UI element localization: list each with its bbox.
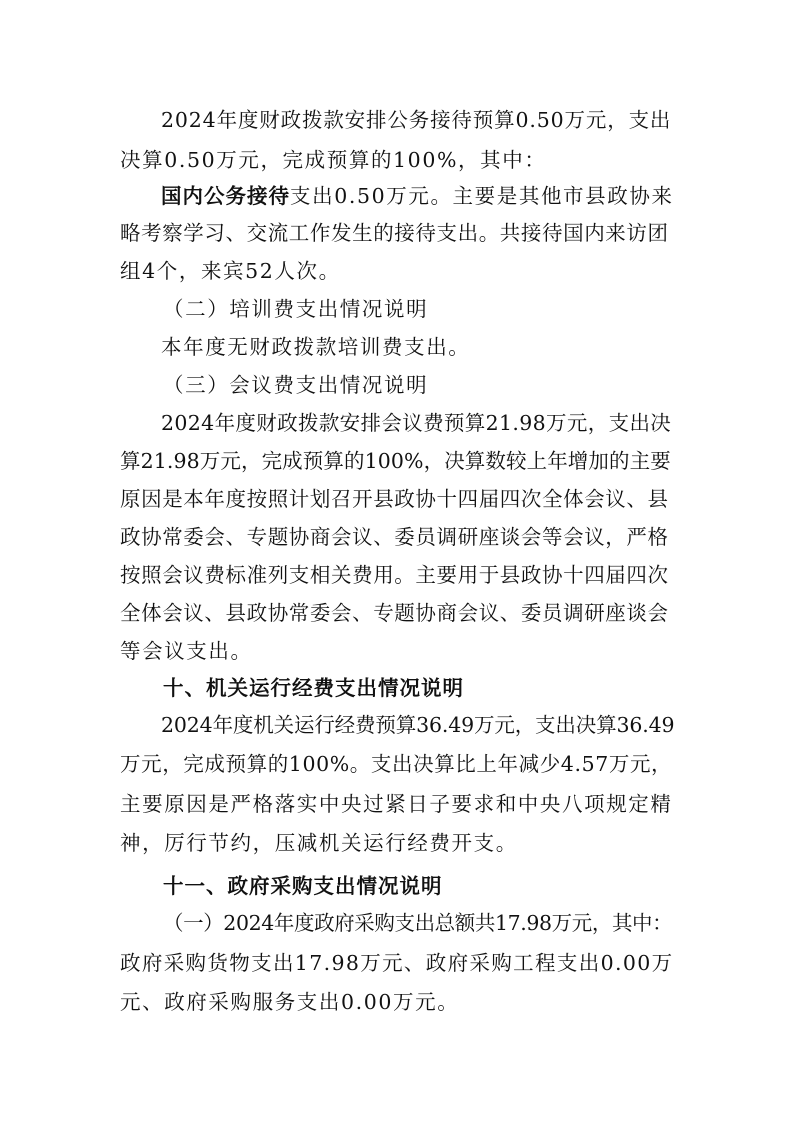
paragraph-line: 按照会议费标准列支相关费用。主要用于县政协十四届四次 (120, 563, 669, 587)
paragraph-line: （一）2024年度政府采购支出总额共17.98万元，其中： (163, 911, 673, 935)
paragraph-line: 全体会议、县政协常委会、专题协商会议、委员调研座谈会 (120, 601, 669, 625)
paragraph-line: 政协常委会、专题协商会议、委员调研座谈会等会议，严格 (120, 525, 669, 549)
paragraph-line: 主要原因是严格落实中央过紧日子要求和中央八项规定精 (120, 792, 673, 816)
section-heading: 十、机关运行经费支出情况说明 (163, 676, 464, 700)
paragraph-line: 本年度无财政拨款培训费支出。 (161, 335, 471, 359)
section-subheading: （三）会议费支出情况说明 (163, 373, 429, 397)
paragraph-line: 神，厉行节约，压减机关运行经费开支。 (120, 831, 518, 855)
paragraph-line: 组4个，来宾52人次。 (120, 259, 341, 283)
paragraph-line: 决算0.50万元，完成预算的100%，其中： (120, 148, 547, 172)
section-subheading: （二）培训费支出情况说明 (163, 297, 429, 321)
paragraph-line: 元、政府采购服务支出0.00万元。 (120, 990, 460, 1014)
paragraph-line (161, 183, 674, 209)
paragraph-line: 等会议支出。 (120, 639, 253, 663)
paragraph-line: 算21.98万元，完成预算的100%，决算数较上年增加的主要 (120, 449, 671, 473)
paragraph-line: 万元，完成预算的100%。支出决算比上年减少4.57万元， (120, 752, 673, 776)
section-heading: 十一、政府采购支出情况说明 (163, 874, 443, 898)
bold-lead-text: 国内公务接待 (161, 184, 290, 208)
paragraph-line: 略考察学习、交流工作发生的接待支出。共接待国内来访团 (120, 221, 669, 245)
paragraph-line: 政府采购货物支出17.98万元、政府采购工程支出0.00万 (120, 951, 674, 975)
paragraph-line-rest: 支出0.50万元。主要是其他市县政协来 (290, 184, 674, 208)
paragraph-line: 2024年度财政拨款安排公务接待预算0.50万元，支出 (161, 108, 672, 132)
paragraph-line: 2024年度机关运行经费预算36.49万元，支出决算36.49 (161, 713, 675, 737)
paragraph-line: 原因是本年度按照计划召开县政协十四届四次全体会议、县 (120, 487, 669, 511)
paragraph-line: 2024年度财政拨款安排会议费预算21.98万元，支出决 (161, 411, 672, 435)
